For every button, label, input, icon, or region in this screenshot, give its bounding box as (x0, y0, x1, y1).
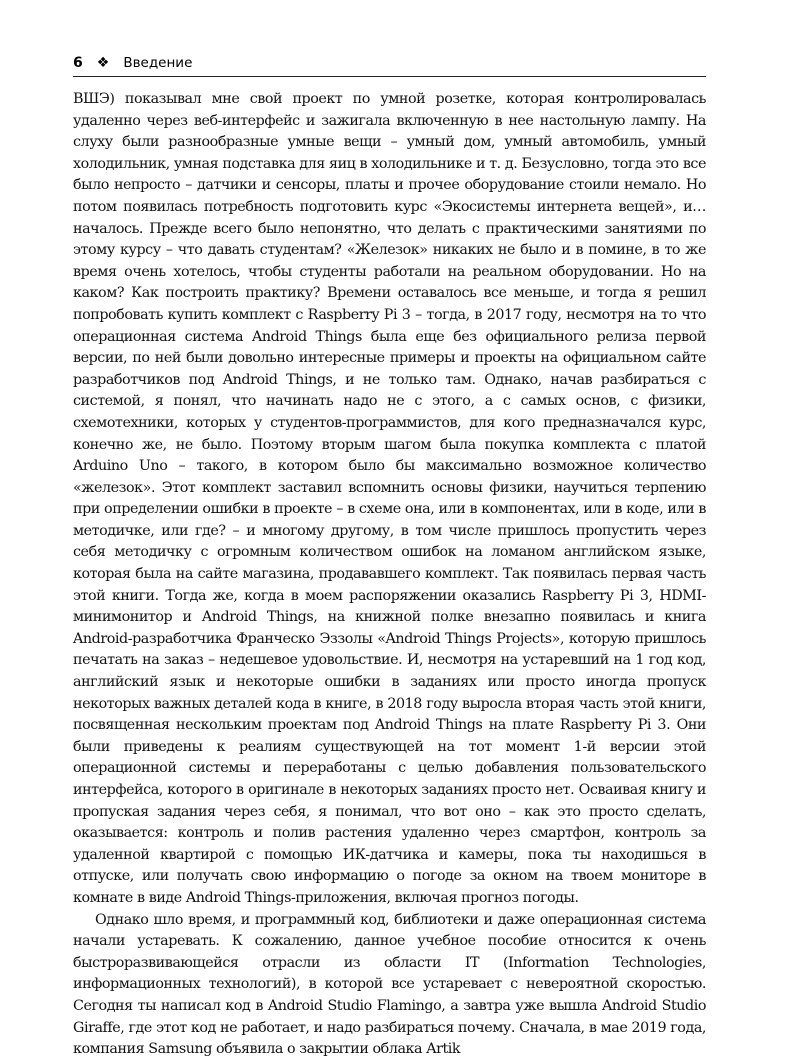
body-text (73, 89, 706, 1061)
header-divider (73, 76, 706, 77)
paragraph: ВШЭ) показывал мне свой проект по умной розетке, которая контролировалась удаленно через веб-интерфейс и зажигала включенную в нее настольную лампу. На слуху были разнообразные умные вещи – умный дом, умный автомобиль, умный холодильник, умная подставка для яиц в холодильнике и т. д. Безусловно, тогда это все было непросто – датчики и сенсоры, платы и прочее оборудование стоили немало. Но потом появилась потребность подготовить курс «Экосистемы интернета вещей», и… началось. Прежде всего было непонятно, что делать с практическими занятиями по этому курсу – что давать студентам? «Железок» никаких не было и в помине, в то же время очень хотелось, чтобы студенты работали на реальном оборудовании. Но на каком? Как построить практику? Времени оставалось все меньше, и тогда я решил попробовать купить комплект с Raspberry Pi 3 – тогда, в 2017 году, несмотря на то что операционная система Android Things была еще без официального релиза первой версии, по ней были довольно интересные примеры и проекты на официальном сайте разработчиков под Android Things, и не только там. Однако, начав разбираться с системой, я понял, что начинать надо не с этого, а с самых основ, с физики, схемотехники, которых у студентов-программистов, для кого предназначался курс, конечно же, не было. Поэтому вторым шагом была покупка комплекта с платой Arduino Uno – такого, в котором было бы максимально возможное количество «железок». Этот комплект заставил вспомнить основы физики, научиться терпению при определении ошибки в проекте – в схеме она, или в компонентах, или в коде, или в методичке, или где? – и многому другому, в том числе пришлось пропустить через себя методичку с огромным количеством ошибок на ломаном английском языке, которая была на сайте магазина, продававшего комплект. Так появилась первая часть этой книги. Тогда же, когда в моем распоряжении оказались Raspberry Pi 3, HDMI-минимонитор и Android Things, на книжной полке внезапно появилась и книга Android-разработчика Франческо Эззолы «Android Things Projects», которую пришлось печатать на заказ – недешевое удовольствие. И, несмотря на устаревший на 1 год код, английский язык и некоторые ошибки в заданиях или просто иногда пропуск некоторых важных деталей кода в книге, в 2018 году выросла вторая часть этой книги, посвященная нескольким проектам под Android Things на плате Raspberry Pi 3. Они были приведены к реалиям существующей на тот момент 1-й версии этой операционной системы и переработаны с целью добавления пользовательского интерфейса, которого в оригинале в некоторых заданиях просто нет. Осваивая книгу и пропуская задания через себя, я понимал, что вот оно – как это просто сделать, оказывается: контроль и полив растения удаленно через смартфон, контроль за удаленной квартирой с помощью ИК-датчика и камеры, пока ты находишься в отпуске, или получать свою информацию о погоде за окном на твоем мониторе в комнате в виде Android Things-приложения, включая прогноз погоды. (73, 91, 706, 906)
running-header (73, 55, 703, 71)
section-title: Введение (123, 55, 193, 71)
paragraph: Однако шло время, и программный код, библиотеки и даже операционная система начали устаревать. К сожалению, данное учебное пособие относится к очень быстроразвивающейся отрасли из области IT (Information Technologies, информационных технологий), в которой все устаревает с невероятной скоростью. Сегодня ты написал код в Android Studio Flamingo, а завтра уже вышла Android Studio Giraffe, где этот код не работает, и надо разбираться почему. Сначала, в мае 2019 года, компания Samsung объявила о закрытии облака Artik (73, 911, 706, 1058)
page-number: 6 (73, 55, 83, 71)
ornament-icon: ❖ (96, 55, 110, 71)
